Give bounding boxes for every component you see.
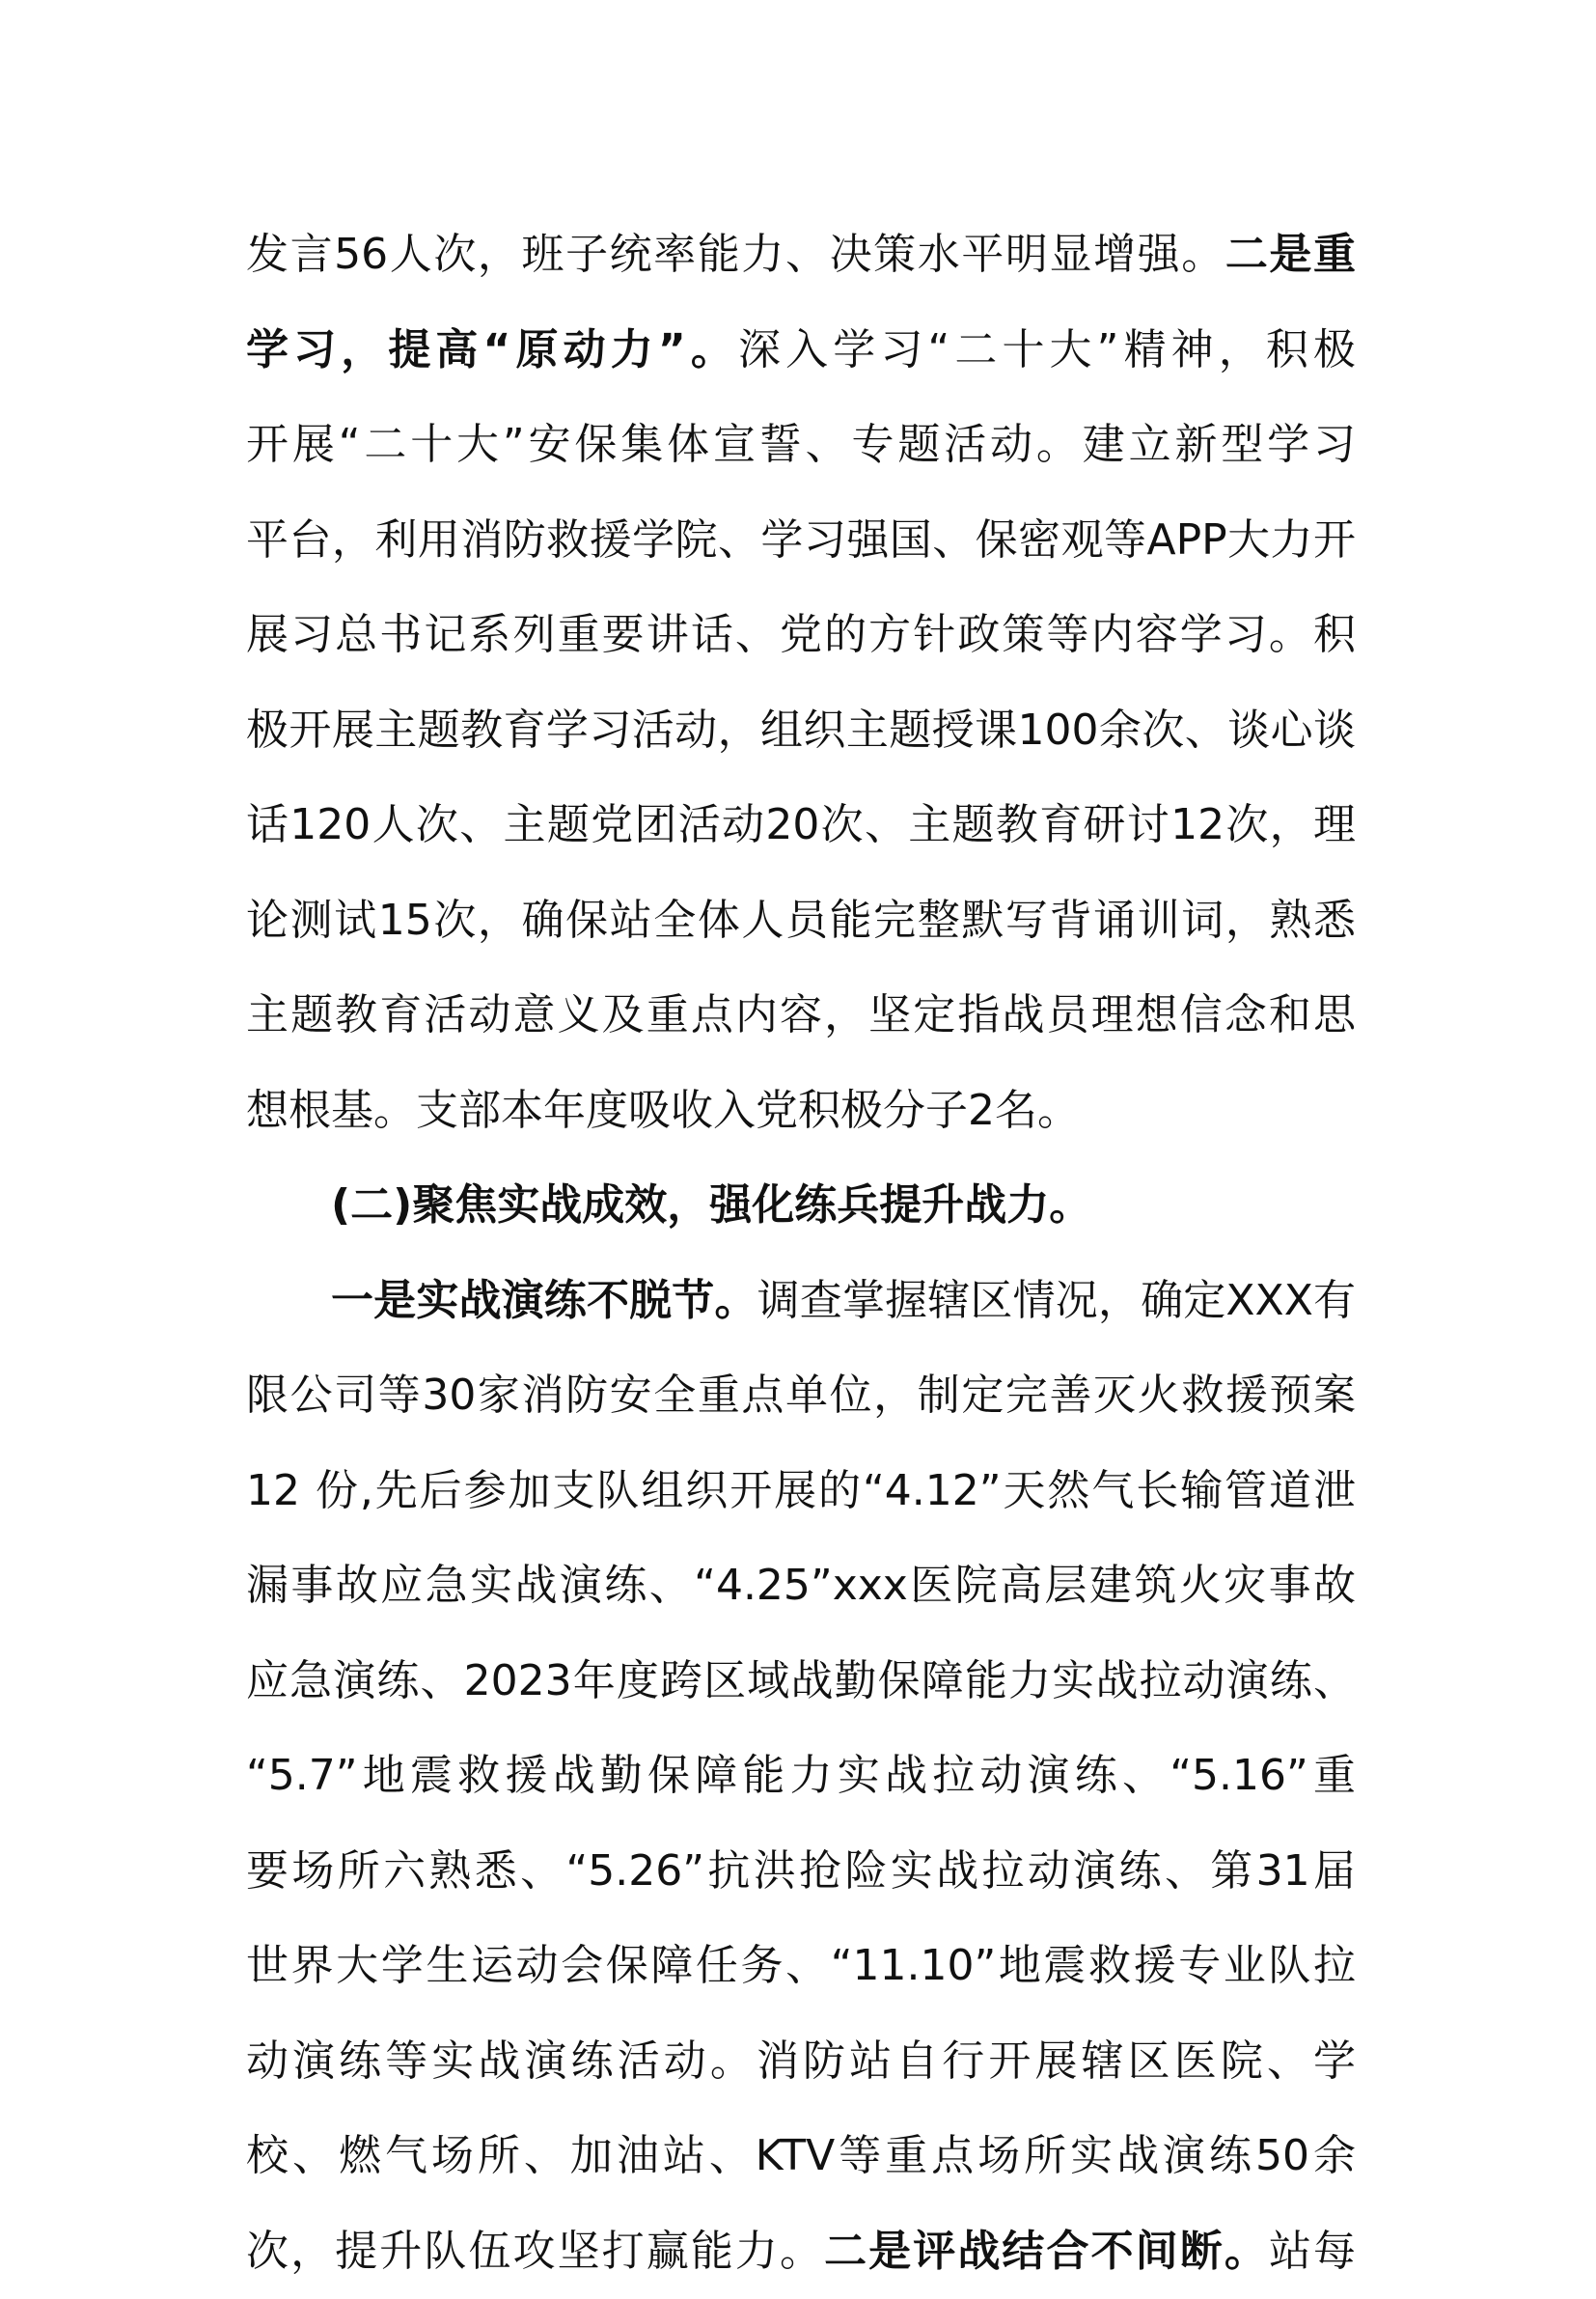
text-line: 主题教育活动意义及重点内容，坚定指战员理想信念和思 bbox=[246, 968, 1356, 1064]
text-line: 应急演练、2023年度跨区域战勤保障能力实战拉动演练、 bbox=[246, 1634, 1356, 1730]
text-line bbox=[246, 208, 1356, 303]
text-run: 深入学习“二十大”精神，积极 bbox=[738, 325, 1356, 374]
text-line: 要场所六熟悉、“5.26”抗洪抢险实战拉动演练、第31届 bbox=[246, 1824, 1356, 1920]
text-run: 发言56人次，班子统率能力、决策水平明显增强。 bbox=[246, 230, 1225, 279]
text-line bbox=[246, 303, 1356, 399]
text-line bbox=[246, 2204, 1356, 2299]
text-run: 站每 bbox=[1269, 2227, 1356, 2276]
text-line: 校、燃气场所、加油站、KTV等重点场所实战演练50余 bbox=[246, 2109, 1356, 2204]
text-line: 12 份,先后参加支队组织开展的“4.12”天然气长输管道泄 bbox=[246, 1444, 1356, 1539]
text-line: 世界大学生运动会保障任务、“11.10”地震救援专业队拉 bbox=[246, 1919, 1356, 2014]
text-run: 调查掌握辖区情况，确定XXX有 bbox=[757, 1276, 1356, 1325]
text-line: 想根基。支部本年度吸收入党积极分子2名。 bbox=[246, 1064, 1356, 1159]
section-heading bbox=[246, 1158, 1356, 1254]
bold-run: 学习，提高“原动力”。 bbox=[246, 325, 738, 374]
text-line: “5.7”地震救援战勤保障能力实战拉动演练、“5.16”重 bbox=[246, 1729, 1356, 1824]
text-run: 次，提升队伍攻坚打赢能力。 bbox=[246, 2227, 824, 2276]
bold-run: 二是重 bbox=[1225, 230, 1356, 279]
text-line: 开展“二十大”安保集体宣誓、专题活动。建立新型学习 bbox=[246, 398, 1356, 493]
text-line: 限公司等30家消防安全重点单位，制定完善灭火救援预案 bbox=[246, 1348, 1356, 1444]
bold-run: 二是评战结合不间断。 bbox=[824, 2227, 1269, 2276]
bold-run: 一是实战演练不脱节。 bbox=[331, 1276, 757, 1325]
text-line: 动演练等实战演练活动。消防站自行开展辖区医院、学 bbox=[246, 2014, 1356, 2110]
text-line bbox=[246, 1254, 1356, 1349]
text-line: 话120人次、主题党团活动20次、主题教育研讨12次，理 bbox=[246, 778, 1356, 873]
heading-text: (二)聚焦实战成效，强化练兵提升战力。 bbox=[331, 1180, 1091, 1230]
text-line: 极开展主题教育学习活动，组织主题授课100余次、谈心谈 bbox=[246, 683, 1356, 779]
document-body bbox=[246, 208, 1356, 2299]
text-line: 平台，利用消防救援学院、学习强国、保密观等APP大力开 bbox=[246, 493, 1356, 589]
text-line: 漏事故应急实战演练、“4.25”xxx医院高层建筑火灾事故 bbox=[246, 1538, 1356, 1634]
text-line: 论测试15次，确保站全体人员能完整默写背诵训词，熟悉 bbox=[246, 873, 1356, 969]
text-line: 展习总书记系列重要讲话、党的方针政策等内容学习。积 bbox=[246, 588, 1356, 683]
